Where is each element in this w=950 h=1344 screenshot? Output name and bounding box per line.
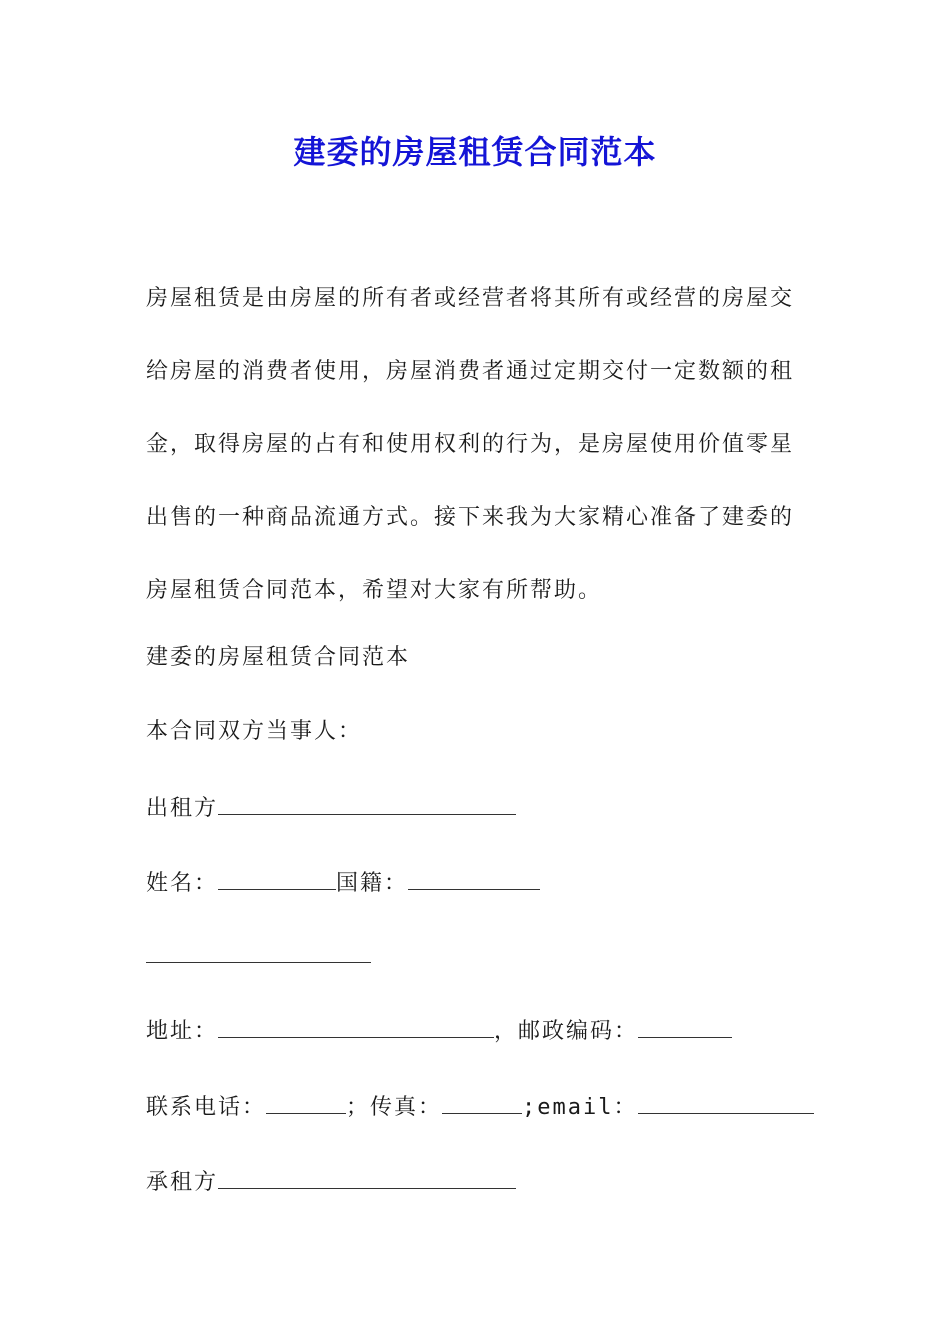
address-row xyxy=(146,1015,732,1047)
contact-row xyxy=(146,1091,814,1123)
lessee-label: 承租方 xyxy=(146,1170,219,1195)
lessor-label: 出租方 xyxy=(146,796,219,821)
intro-line: 房屋租赁是由房屋的所有者或经营者将其所有或经营的房屋交 xyxy=(146,286,795,311)
continuation-blank xyxy=(146,940,371,963)
intro-paragraph xyxy=(146,262,806,627)
intro-line: 出售的一种商品流通方式。接下来我为大家精心准备了建委的 xyxy=(146,505,795,530)
intro-line: 给房屋的消费者使用，房屋消费者通过定期交付一定数额的租 xyxy=(146,359,795,384)
intro-line: 金，取得房屋的占有和使用权利的行为，是房屋使用价值零星 xyxy=(146,432,795,457)
continuation-row xyxy=(146,940,371,972)
postcode-blank xyxy=(638,1015,732,1038)
lessor-row xyxy=(146,792,516,824)
email-label: ;email： xyxy=(522,1095,638,1120)
postcode-label: ，邮政编码： xyxy=(494,1019,639,1044)
fax-label: ；传真： xyxy=(346,1095,443,1120)
address-label: 地址： xyxy=(146,1019,219,1044)
contract-subtitle: 建委的房屋租赁合同范本 xyxy=(146,645,411,670)
fax-blank xyxy=(442,1091,522,1114)
nationality-blank xyxy=(408,867,540,890)
phone-label: 联系电话： xyxy=(146,1095,267,1120)
phone-blank xyxy=(266,1091,346,1114)
lessee-row xyxy=(146,1166,516,1198)
intro-line: 房屋租赁合同范本，希望对大家有所帮助。 xyxy=(146,578,603,603)
nationality-label: 国籍： xyxy=(336,871,409,896)
address-blank xyxy=(218,1015,494,1038)
lessor-blank xyxy=(218,792,516,815)
email-blank xyxy=(638,1091,814,1114)
name-nationality-row xyxy=(146,867,540,899)
name-label: 姓名： xyxy=(146,871,219,896)
document-title: 建委的房屋租赁合同范本 xyxy=(293,133,657,171)
parties-heading: 本合同双方当事人： xyxy=(146,719,363,744)
name-blank xyxy=(218,867,336,890)
lessee-blank xyxy=(218,1166,516,1189)
